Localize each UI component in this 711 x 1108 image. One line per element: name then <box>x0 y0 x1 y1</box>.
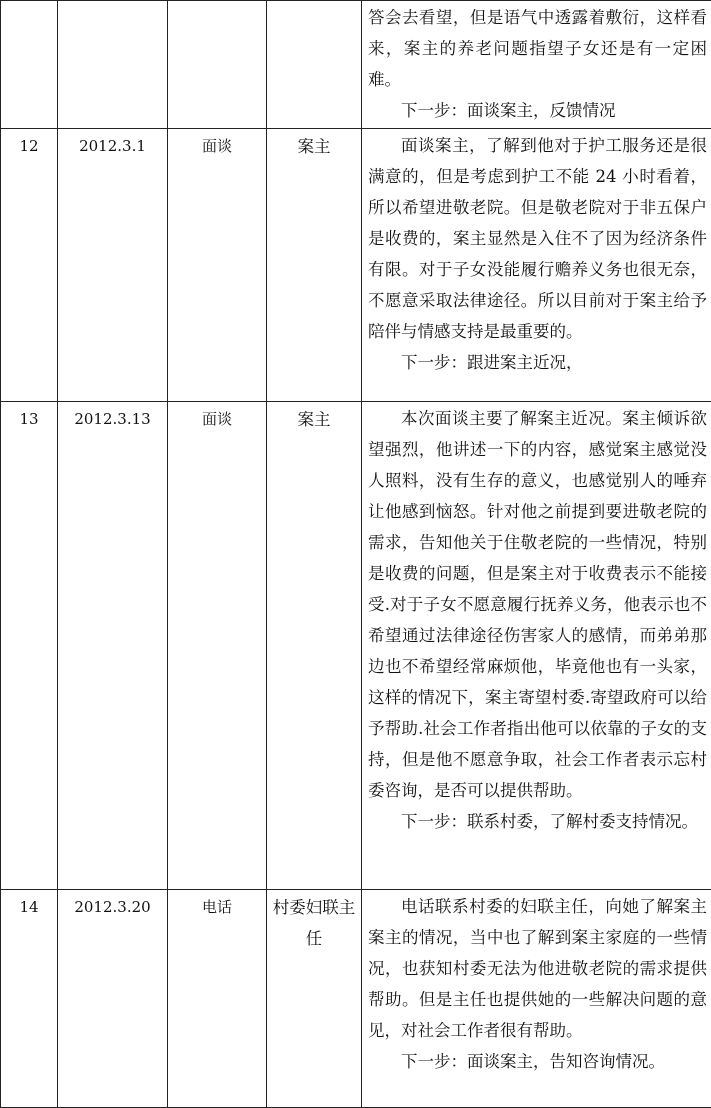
row-number: 14 <box>1 890 58 1108</box>
table-row <box>1 129 711 402</box>
row-date: 2012.3.13 <box>58 402 168 890</box>
row-text: 本次面谈主要了解案主近况。案主倾诉欲望强烈，他讲述一下的内容，感觉案主感觉没人照料，没有生存的意义，也感觉别人的唾弃让他感到恼怒。针对他之前提到要进敬老院的需求，告知他关于住敬老院的一些情况，特别是收费的问题，但是案主对于收费表示不能接受.对于子女不愿意履行抚养义务，他表示也不希望通过法律途径伤害家人的感情，而弟弟那边也不希望经常麻烦他，毕竟他也有一头家，这样的情况下，案主寄望村委.寄望政府可以给予帮助.社会工作者指出他可以依靠的子女的支持，但是他不愿意争取，社会工作者表示忘村委咨询，是否可以提供帮助。 <box>368 403 707 806</box>
row-content <box>362 890 711 1108</box>
row-text: 面谈案主，了解到他对于护工服务还是很满意的，但是考虑到护工不能 24 小时看着，所以希望进敬老院。但是敬老院对于非五保户是收费的，案主显然是入住不了因为经济条件有限。对于子女没能履行赡养义务也很无奈，不愿意采取法律途径。所以目前对于案主给予陪伴与情感支持是最重要的。 <box>368 130 707 347</box>
row-mode: 电话 <box>168 890 267 1108</box>
row-target <box>267 1 362 129</box>
row-number <box>1 1 58 129</box>
row-number: 13 <box>1 402 58 890</box>
row-target: 村委妇联主任 <box>267 890 362 1108</box>
row-mode: 面谈 <box>168 402 267 890</box>
row-target: 案主 <box>267 402 362 890</box>
row-number: 12 <box>1 129 58 402</box>
row-target: 案主 <box>267 129 362 402</box>
row-date: 2012.3.1 <box>58 129 168 402</box>
table-row <box>1 890 711 1108</box>
table-row <box>1 402 711 890</box>
row-mode: 面谈 <box>168 129 267 402</box>
row-content <box>362 1 711 129</box>
row-next-step: 下一步：跟进案主近况， <box>368 347 707 378</box>
row-next-step: 下一步：面谈案主，告知咨询情况。 <box>368 1046 707 1077</box>
row-content <box>362 129 711 402</box>
row-text: 电话联系村委的妇联主任，向她了解案主案主的情况，当中也了解到案主家庭的一些情况，也获知村委无法为他进敬老院的需求提供帮助。但是主任也提供她的一些解决问题的意见，对社会工作者很有帮助。 <box>368 891 707 1046</box>
row-next-step: 下一步：联系村委，了解村委支持情况。 <box>368 806 707 837</box>
row-mode <box>168 1 267 129</box>
row-next-step: 下一步：面谈案主，反馈情况 <box>368 95 707 126</box>
row-date <box>58 1 168 129</box>
row-text: 答会去看望，但是语气中透露着敷衍，这样看来，案主的养老问题指望子女还是有一定困难。 <box>368 2 707 95</box>
row-date: 2012.3.20 <box>58 890 168 1108</box>
table-row <box>1 1 711 129</box>
row-content <box>362 402 711 890</box>
